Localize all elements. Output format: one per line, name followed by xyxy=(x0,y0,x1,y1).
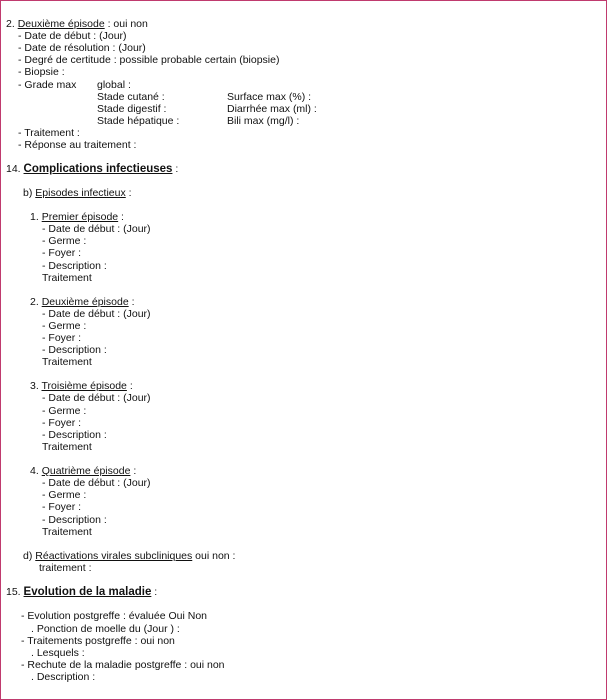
section-14-number: 14. xyxy=(6,163,21,175)
viral-reactivations-treatment: traitement : xyxy=(39,562,92,574)
episode-colon: : xyxy=(130,465,137,477)
episode-2-germ: - Germe : xyxy=(42,320,87,332)
episode-4-site: - Foyer : xyxy=(42,501,82,513)
grade-max-label: - Grade max xyxy=(18,79,77,91)
resolution-date-line: - Date de résolution : (Jour) xyxy=(18,42,146,54)
section-15-heading xyxy=(6,586,157,598)
viral-reactivations-title: Réactivations virales subcliniques xyxy=(35,550,193,562)
subsection-d-prefix: d) xyxy=(23,550,33,562)
bone-marrow-puncture-line: . Ponction de moelle du (Jour ) : xyxy=(31,623,180,635)
episode-number: 2. xyxy=(30,296,39,308)
episode-3-germ: - Germe : xyxy=(42,405,87,417)
episode-title: Troisième épisode xyxy=(41,380,127,392)
relapse-description-line: . Description : xyxy=(31,671,96,683)
episode-4-heading xyxy=(30,465,136,477)
start-date-line: - Date de début : (Jour) xyxy=(18,30,127,42)
episode-2-site: - Foyer : xyxy=(42,332,82,344)
episode-1-treatment: Traitement xyxy=(42,272,92,284)
episode-3-description: - Description : xyxy=(42,429,107,441)
infectious-episodes-colon: : xyxy=(125,187,132,199)
episode-3-start-date: - Date de début : (Jour) xyxy=(42,392,151,404)
episode-1-germ: - Germe : xyxy=(42,235,87,247)
global-label: global : xyxy=(97,79,131,91)
postgraft-treatments-line: - Traitements postgreffe : oui non xyxy=(21,635,175,647)
surface-max-label: Surface max (%) : xyxy=(227,91,312,103)
episode-4-treatment: Traitement xyxy=(42,526,92,538)
episode-colon: : xyxy=(118,211,124,223)
episode-2-heading xyxy=(30,296,135,308)
episode-number: 3. xyxy=(30,380,39,392)
second-episode-number: 2. xyxy=(6,18,15,30)
section-14-heading xyxy=(6,163,178,175)
episode-4-germ: - Germe : xyxy=(42,489,87,501)
viral-reactivations-heading xyxy=(23,550,235,562)
section-14-title: Complications infectieuses xyxy=(23,163,173,175)
episode-number: 1. xyxy=(30,211,39,223)
episode-3-heading xyxy=(30,380,133,392)
treatment-line: - Traitement : xyxy=(18,127,80,139)
episode-3-treatment: Traitement xyxy=(42,441,92,453)
episode-number: 4. xyxy=(30,465,39,477)
section-14-colon: : xyxy=(172,163,179,175)
infectious-episodes-title: Episodes infectieux xyxy=(35,187,126,199)
episode-1-heading xyxy=(30,211,124,223)
viral-reactivations-options: oui non : xyxy=(192,550,236,562)
section-15-colon: : xyxy=(151,586,158,598)
section-15-number: 15. xyxy=(6,586,21,598)
section-15-title: Evolution de la maladie xyxy=(23,586,152,598)
episode-2-start-date: - Date de début : (Jour) xyxy=(42,308,151,320)
episode-4-start-date: - Date de début : (Jour) xyxy=(42,477,151,489)
second-episode-heading xyxy=(6,18,148,30)
episode-1-description: - Description : xyxy=(42,260,107,272)
subsection-b-prefix: b) xyxy=(23,187,33,199)
skin-stage-label: Stade cutané : xyxy=(97,91,165,103)
episode-colon: : xyxy=(128,296,135,308)
treatment-response-line: - Réponse au traitement : xyxy=(18,139,137,151)
hepatic-stage-label: Stade hépatique : xyxy=(97,115,180,127)
episode-colon: : xyxy=(126,380,133,392)
certainty-line: - Degré de certitude : possible probable certain (biopsie) xyxy=(18,54,280,66)
infectious-episodes-heading xyxy=(23,187,132,199)
postgraft-evolution-line: - Evolution postgreffe : évaluée Oui Non xyxy=(21,610,208,622)
second-episode-title: Deuxième épisode xyxy=(17,18,105,30)
second-episode-options: : oui non xyxy=(104,18,148,30)
episode-title: Premier épisode xyxy=(41,211,119,223)
which-treatments-line: . Lesquels : xyxy=(31,647,85,659)
biopsy-line: - Biopsie : xyxy=(18,66,65,78)
episode-1-start-date: - Date de début : (Jour) xyxy=(42,223,151,235)
episode-4-description: - Description : xyxy=(42,514,107,526)
episode-2-description: - Description : xyxy=(42,344,107,356)
episode-title: Deuxième épisode xyxy=(41,296,129,308)
episode-2-treatment: Traitement xyxy=(42,356,92,368)
episode-3-site: - Foyer : xyxy=(42,417,82,429)
episode-title: Quatrième épisode xyxy=(41,465,131,477)
bili-max-label: Bili max (mg/l) : xyxy=(227,115,300,127)
digestive-stage-label: Stade digestif : xyxy=(97,103,167,115)
episode-1-site: - Foyer : xyxy=(42,247,82,259)
diarrhea-max-label: Diarrhée max (ml) : xyxy=(227,103,317,115)
postgraft-relapse-line: - Rechute de la maladie postgreffe : oui non xyxy=(21,659,225,671)
